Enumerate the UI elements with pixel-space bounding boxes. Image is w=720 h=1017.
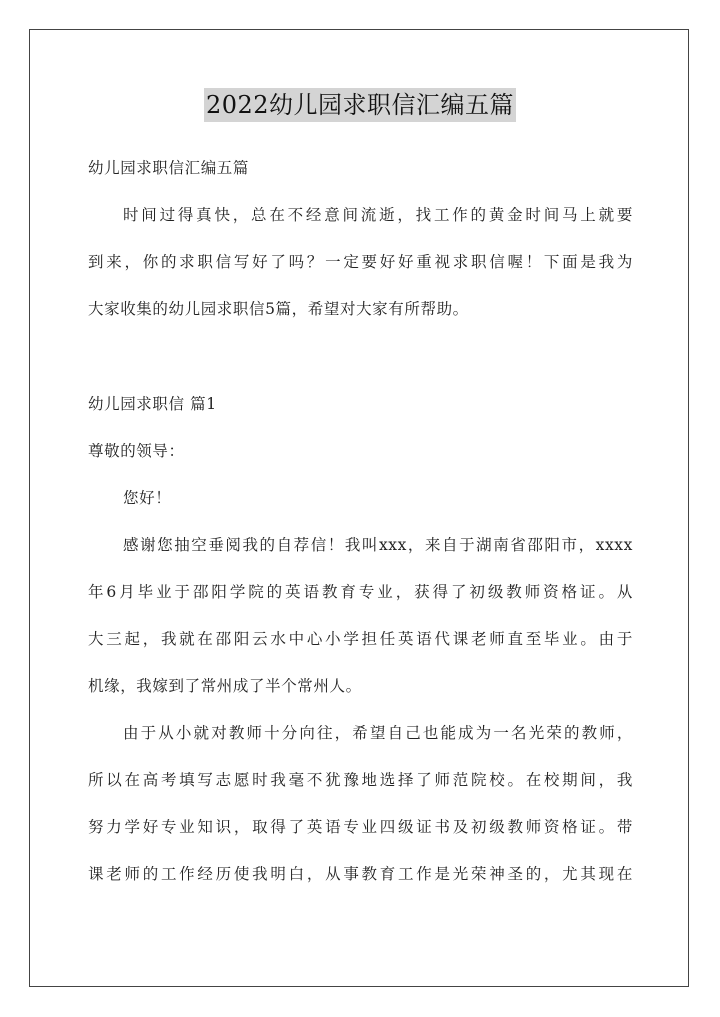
paragraph-line: 大三起，我就在邵阳云水中心小学担任英语代课老师直至毕业。由于 [88, 630, 633, 648]
paragraph-line: 所以在高考填写志愿时我毫不犹豫地选择了师范院校。在校期间，我 [88, 771, 633, 789]
paragraph-line: 由于从小就对教师十分向往，希望自己也能成为一名光荣的教师， [123, 724, 633, 742]
document-title: 2022幼儿园求职信汇编五篇 [204, 88, 516, 122]
greeting: 您好！ [123, 489, 172, 507]
salutation: 尊敬的领导： [88, 442, 185, 460]
title-container [0, 88, 720, 122]
paragraph-line: 年6月毕业于邵阳学院的英语教育专业，获得了初级教师资格证。从 [88, 583, 633, 601]
paragraph-line: 课老师的工作经历使我明白，从事教育工作是光荣神圣的，尤其现在 [88, 865, 633, 883]
subtitle-line: 幼儿园求职信汇编五篇 [88, 159, 250, 177]
paragraph-line: 机缘，我嫁到了常州成了半个常州人。 [88, 677, 362, 695]
paragraph-line: 时间过得真快，总在不经意间流逝，找工作的黄金时间马上就要 [123, 206, 633, 224]
paragraph-line: 感谢您抽空垂阅我的自荐信！我叫xxx，来自于湖南省邵阳市，xxxx [123, 536, 633, 554]
paragraph-line: 大家收集的幼儿园求职信5篇，希望对大家有所帮助。 [88, 300, 469, 318]
section-heading: 幼儿园求职信 篇1 [88, 395, 217, 413]
paragraph-line: 努力学好专业知识，取得了英语专业四级证书及初级教师资格证。带 [88, 818, 633, 836]
paragraph-line: 到来，你的求职信写好了吗？一定要好好重视求职信喔！下面是我为 [88, 253, 633, 271]
